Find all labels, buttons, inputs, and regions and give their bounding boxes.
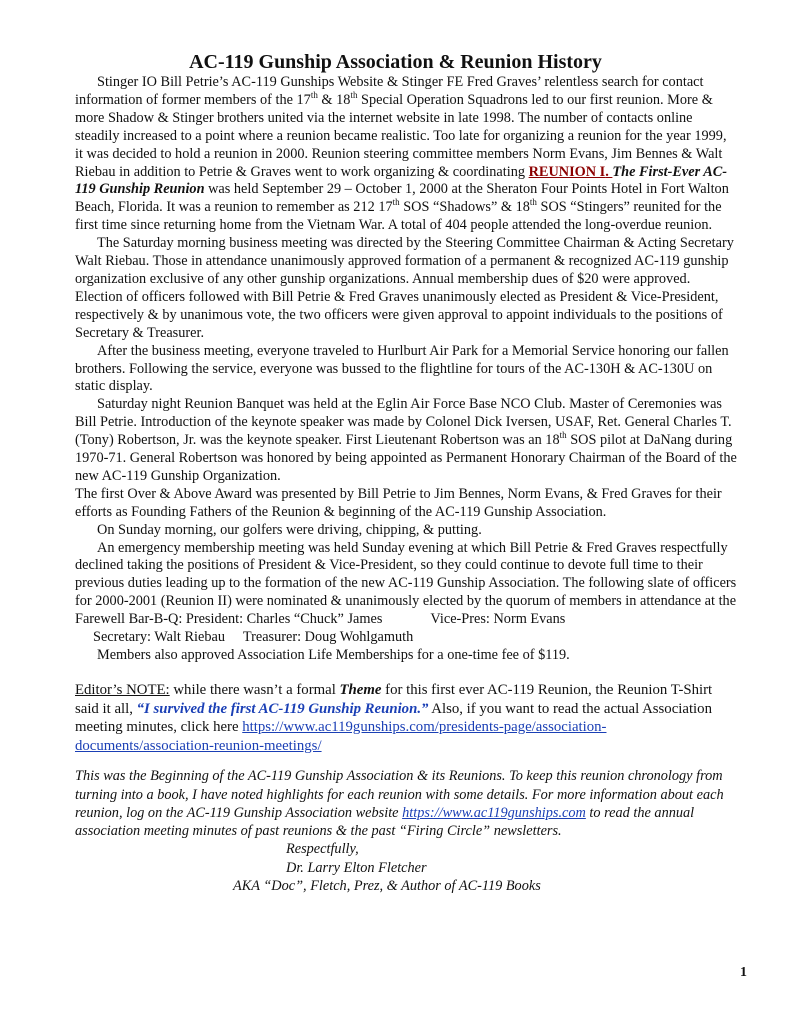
document-body	[75, 74, 737, 895]
text: Also, if you want to read the actual Association meeting minutes, click here	[75, 700, 712, 736]
text: .	[605, 163, 613, 180]
reunion-one-label: REUNION I	[528, 163, 606, 180]
text: SOS “Stingers” reunited for the first time since returning home from the Vietnam War. A total of 404 people attended the long-overdue reunion.	[75, 199, 722, 234]
superscript: th	[310, 90, 318, 101]
editors-note	[75, 681, 737, 755]
secretary-text: Secretary: Walt Riebau	[93, 629, 225, 646]
paragraph-banquet	[75, 396, 737, 486]
text: for this first ever AC-119 Reunion, the Reunion T-Shirt said it all,	[75, 681, 713, 717]
signature-closing: Respectfully,	[286, 841, 359, 858]
tshirt-quote: “I survived the first AC-119 Gunship Reunion.”	[136, 700, 429, 717]
paragraph-business-meeting: The Saturday morning business meeting was directed by the Steering Committee Chairman & Acting Secretary Walt Riebau. Those in attendance unanimously approved formation of a permanent & recognized AC-119 gunship organization exclusive of any other gunship organizations. Annual membership dues of $20 were approved. Election of officers followed with Bill Petrie & Fred Graves unanimously elected as President & Vice-President, respectively & by unanimous vote, the two officers were given approval to appoint individuals to the positions of Secretary & Treasurer.	[75, 235, 734, 341]
vice-president-text: Vice-Pres: Norm Evans	[430, 611, 566, 628]
paragraph-memorial-service: After the business meeting, everyone traveled to Hurlburt Air Park for a Memorial Service honoring our fallen brothers. Following the service, everyone was bussed to the flightline for tours of the AC-130H & AC-130U on static display.	[75, 342, 729, 395]
text: Saturday night Reunion Banquet was held at the Eglin Air Force Base NCO Club. Master of Ceremonies was Bill Petrie. Introduction of the keynote speaker was made by Colonel Dick Iversen, USAF, Ret. General Charles T. (Tony) Robertson, Jr. was the keynote speaker. First Lieutenant Robertson was an 18	[75, 396, 732, 449]
superscript: th	[559, 430, 567, 441]
paragraph-intro	[75, 74, 737, 235]
page-title: AC-119 Gunship Association & Reunion History	[189, 51, 602, 73]
text: SOS “Shadows” & 18	[399, 199, 530, 216]
text: to read the annual association meeting minutes of past reunions & the past “Firing Circle” newsletters.	[75, 804, 695, 840]
association-website-link[interactable]: https://www.ac119gunships.com	[402, 804, 586, 821]
treasurer-text: Treasurer: Doug Wohlgamuth	[242, 629, 414, 646]
text: while there wasn’t a formal	[169, 681, 340, 698]
paragraph-award: The first Over & Above Award was presented by Bill Petrie to Jim Bennes, Norm Evans, & Fred Graves for their efforts as Founding Fathers of the Reunion & beginning of the AC-119 Gunship Association.	[75, 485, 722, 520]
superscript: th	[350, 90, 358, 101]
paragraph-emergency-meeting	[75, 540, 737, 647]
text: & 18	[317, 91, 351, 108]
signature-name: Dr. Larry Elton Fletcher	[286, 859, 427, 876]
text: SOS pilot at DaNang during 1970-71. General Robertson was honored by being appointed as Permanent Honorary Chairman of the Board of the new AC-119 Gunship Organization.	[75, 432, 737, 484]
first-ever-reunion-label: The First-Ever AC-119 Gunship Reunion	[75, 163, 728, 198]
paragraph-golf: On Sunday morning, our golfers were driving, chipping, & putting.	[97, 521, 482, 538]
signature-aka: AKA “Doc”, Fletch, Prez, & Author of AC-119 Books	[233, 878, 541, 895]
closing-paragraph	[75, 767, 737, 840]
text: was held September 29 – October 1, 2000 at the Sheraton Four Points Hotel in Fort Walton Beach, Florida. It was a reunion to remember as 212 17	[75, 181, 729, 216]
text: An emergency membership meeting was held Sunday evening at which Bill Petrie & Fred Graves respectfully declined taking the positions of President & Vice-President, so they could continue to devote full time to their previous duties leading up to the formation of the new AC-119 Gunship Association. The following slate of officers for 2000-2001 (Reunion II) were nominated & unanimously elected by the quorum of members in attendance at the Farewell Bar-B-Q: President: Charles “Chuck” James	[75, 539, 737, 628]
superscript: th	[529, 197, 537, 208]
text: Stinger IO Bill Petrie’s AC-119 Gunships Website & Stinger FE Fred Graves’ relentless search for contact information of former members of the 17	[75, 74, 704, 108]
theme-word: Theme	[339, 681, 382, 698]
text: Special Operation Squadrons led to our first reunion. More & more Shadow & Stinger brothers united via the internet website in late 1998. The number of contacts online steadily increased to a point where a reunion became realistic. Too late for organizing a reunion for the year 1999, it was decided to hold a reunion in 2000. Reunion steering committee members Norm Evans, Jim Bennes & Walt Riebau in addition to Petrie & Graves went to work organizing & coordinating	[75, 91, 727, 180]
text: This was the Beginning of the AC-119 Gunship Association & its Reunions. To keep this reunion chronology from turning into a book, I have noted highlights for each reunion with some details. For more information about each reunion, log on the AC-119 Gunship Association website	[75, 768, 724, 821]
editors-note-label: Editor’s NOTE:	[75, 681, 170, 698]
superscript: th	[392, 197, 400, 208]
meeting-minutes-link[interactable]: https://www.ac119gunships.com/presidents-page/association-documents/association-reunion-meetings/	[75, 719, 607, 754]
page-number: 1	[740, 965, 747, 980]
paragraph-life-memberships: Members also approved Association Life Memberships for a one-time fee of $119.	[97, 647, 570, 663]
